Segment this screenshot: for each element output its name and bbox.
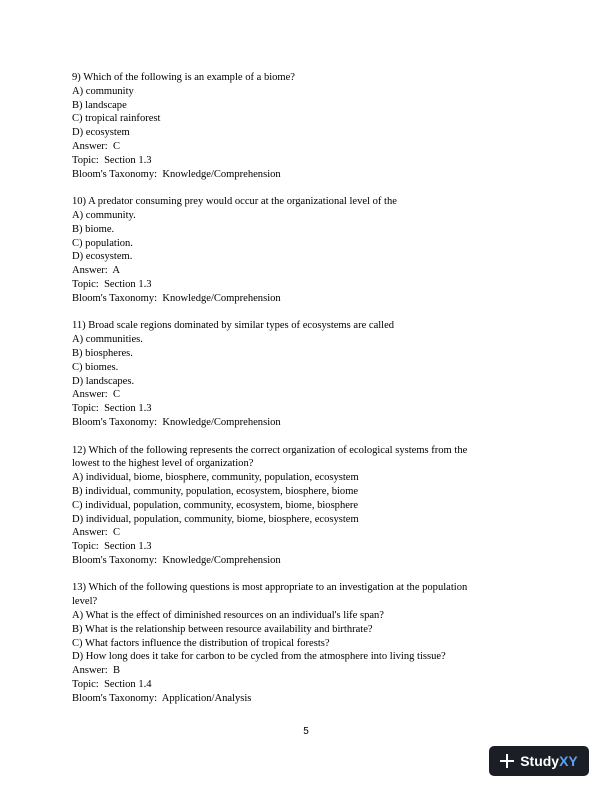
question-line: level? — [72, 596, 98, 608]
question-line: B) biome. — [72, 223, 115, 235]
question-line: 9) Which of the following is an example of a biome? — [72, 72, 295, 83]
question-line: D) landscapes. — [72, 375, 135, 387]
question-line: 12) Which of the following represents the correct organization of ecological systems from the — [72, 444, 468, 456]
question-line: C) individual, population, community, ecosystem, biome, biosphere — [72, 499, 359, 511]
studyxy-badge[interactable] — [489, 746, 589, 776]
question-line: Answer: C — [72, 389, 121, 401]
question-line: Bloom's Taxonomy: Knowledge/Comprehension — [72, 292, 281, 304]
question-line: B) What is the relationship between resource availability and birthrate? — [72, 623, 373, 635]
question-list — [72, 71, 540, 719]
question-line: Topic: Section 1.3 — [72, 278, 152, 290]
question-line: 11) Broad scale regions dominated by similar types of ecosystems are called — [72, 320, 395, 332]
question-line: C) population. — [72, 237, 133, 249]
question-line: A) communities. — [72, 334, 143, 346]
question-line: Topic: Section 1.3 — [72, 154, 152, 166]
question-line: Answer: C — [72, 527, 121, 539]
question-11 — [72, 319, 540, 429]
question-line: Answer: B — [72, 665, 121, 677]
question-line: A) individual, biome, biosphere, community, population, ecosystem — [72, 472, 359, 484]
question-line: 10) A predator consuming prey would occur at the organizational level of the — [72, 196, 397, 208]
plus-icon — [500, 754, 514, 768]
question-line: Topic: Section 1.4 — [72, 679, 152, 691]
question-line: D) ecosystem — [72, 127, 130, 139]
question-line: A) community. — [72, 209, 136, 221]
question-line: Topic: Section 1.3 — [72, 403, 152, 415]
question-line: C) tropical rainforest — [72, 113, 161, 125]
question-line: A) community — [72, 85, 134, 97]
question-line: Bloom's Taxonomy: Knowledge/Comprehension — [72, 554, 281, 566]
question-line: C) biomes. — [72, 361, 119, 373]
question-line: D) ecosystem. — [72, 251, 133, 263]
question-line: Bloom's Taxonomy: Knowledge/Comprehension — [72, 416, 281, 428]
question-line: Bloom's Taxonomy: Knowledge/Comprehension — [72, 168, 281, 180]
question-line: Bloom's Taxonomy: Application/Analysis — [72, 692, 252, 704]
question-line: B) landscape — [72, 99, 127, 111]
question-line: lowest to the highest level of organization? — [72, 458, 254, 470]
question-line: Answer: A — [72, 265, 121, 277]
question-line: B) biospheres. — [72, 347, 133, 359]
question-9 — [72, 71, 540, 181]
question-line: 13) Which of the following questions is most appropriate to an investigation at the population — [72, 582, 468, 594]
page-number: 5 — [303, 726, 309, 737]
question-line: D) individual, population, community, biome, biosphere, ecosystem — [72, 513, 359, 525]
question-10 — [72, 195, 540, 305]
question-12 — [72, 444, 540, 568]
question-line: D) How long does it take for carbon to be cycled from the atmosphere into living tissue? — [72, 651, 446, 663]
question-line: B) individual, community, population, ecosystem, biosphere, biome — [72, 485, 359, 497]
question-line: Topic: Section 1.3 — [72, 541, 152, 553]
question-line: C) What factors influence the distribution of tropical forests? — [72, 637, 330, 649]
question-13 — [72, 581, 540, 705]
question-line: Answer: C — [72, 140, 121, 152]
brand-name-part1: Study — [520, 753, 560, 769]
brand-name-part2: XY — [559, 753, 578, 769]
question-line: A) What is the effect of diminished resources on an individual's life span? — [72, 610, 384, 622]
